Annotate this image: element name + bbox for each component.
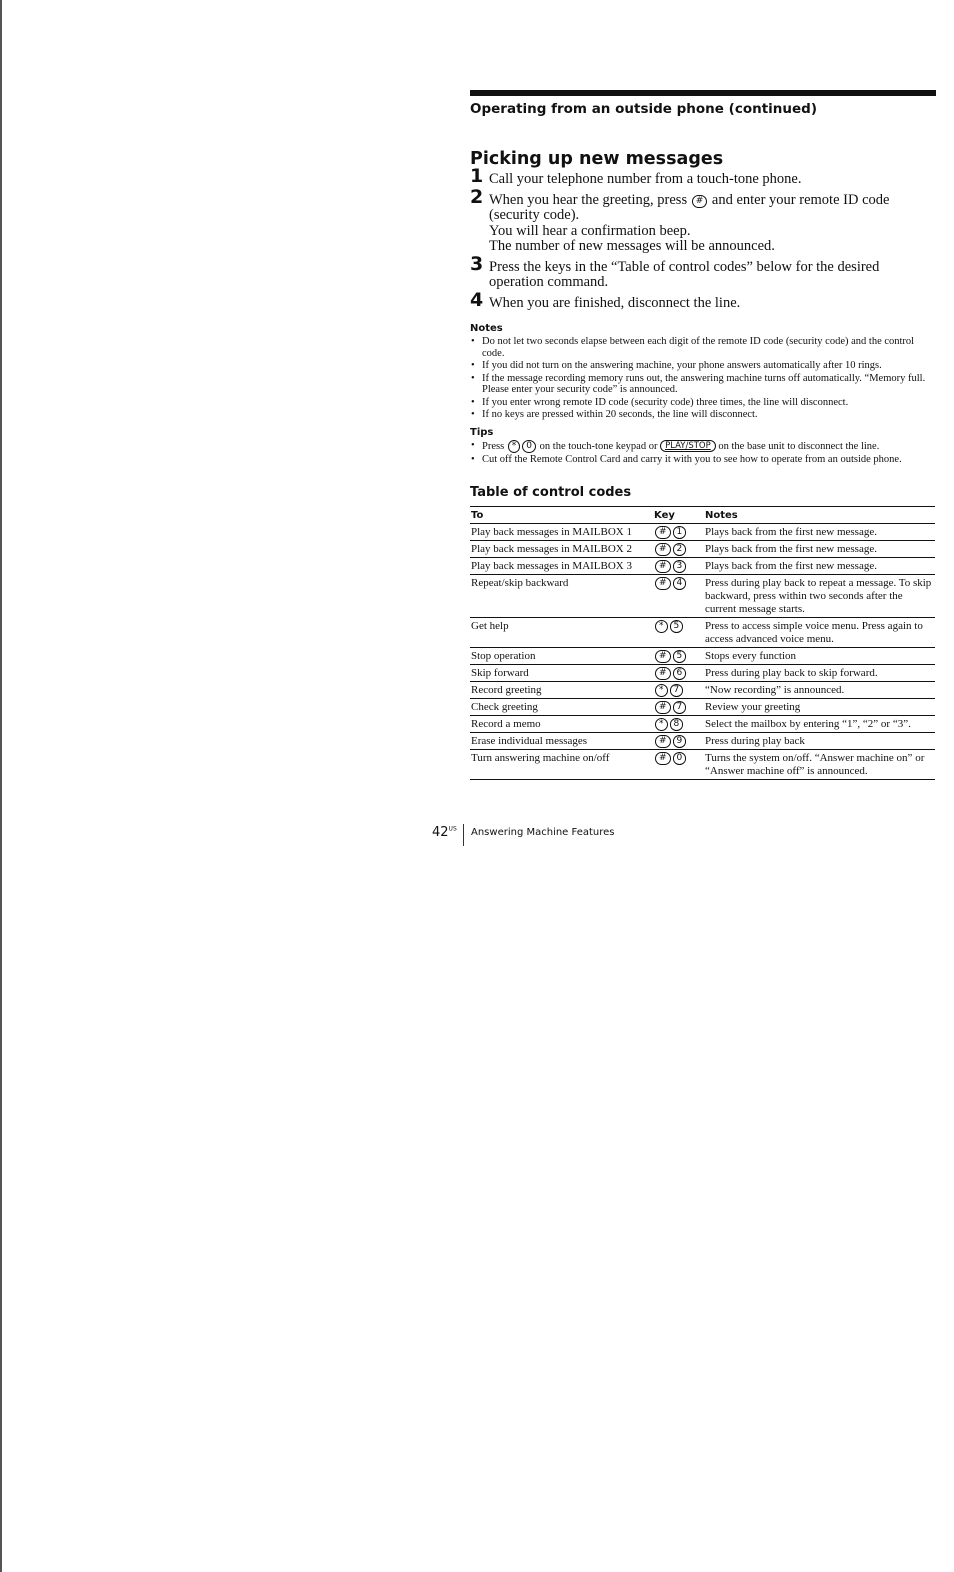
- table-body: [470, 524, 935, 780]
- row-notes: Plays back from the first new message.: [704, 558, 935, 575]
- row-key: [653, 558, 704, 575]
- row-notes: Press during play back: [704, 733, 935, 750]
- row-key: [653, 618, 704, 648]
- digit-key-icon: 0: [673, 752, 687, 765]
- tip-item: • Cut off the Remote Control Card and carry it with you to see how to operate from an outside phone.: [470, 454, 936, 466]
- note-item: • If you did not turn on the answering machine, your phone answers automatically after 10 rings.: [470, 360, 936, 372]
- row-action: Play back messages in MAILBOX 1: [470, 524, 653, 541]
- row-key: [653, 648, 704, 665]
- section-title: Operating from an outside phone (continued): [470, 101, 817, 117]
- prefix-key-icon: #: [655, 526, 671, 539]
- scan-edge-line: [0, 0, 2, 1572]
- row-notes: Plays back from the first new message.: [704, 541, 935, 558]
- prefix-key-icon: #: [655, 735, 671, 748]
- note-item: • If no keys are pressed within 20 seconds, the line will disconnect.: [470, 409, 936, 421]
- star-key-icon: *: [508, 440, 521, 453]
- row-key: [653, 575, 704, 618]
- tip-item: [470, 440, 936, 453]
- digit-key-icon: 7: [670, 684, 684, 697]
- row-action: Skip forward: [470, 665, 653, 682]
- notes-list: [470, 336, 936, 421]
- row-notes: Press during play back to skip forward.: [704, 665, 935, 682]
- prefix-key-icon: #: [655, 667, 671, 680]
- prefix-key-icon: #: [655, 752, 671, 765]
- row-notes: Press to access simple voice menu. Press again to access advanced voice menu.: [704, 618, 935, 648]
- column-header-to: To: [470, 507, 653, 524]
- row-notes: Select the mailbox by entering “1”, “2” or “3”.: [704, 716, 935, 733]
- row-notes: Review your greeting: [704, 699, 935, 716]
- row-action: Record a memo: [470, 716, 653, 733]
- digit-key-icon: 6: [673, 667, 687, 680]
- step-number: 4: [470, 288, 484, 311]
- row-action: Stop operation: [470, 648, 653, 665]
- page-heading: Picking up new messages: [470, 149, 724, 169]
- zero-key-icon: 0: [522, 440, 536, 453]
- control-codes-table: [470, 506, 935, 780]
- row-key: [653, 524, 704, 541]
- row-action: Repeat/skip backward: [470, 575, 653, 618]
- step-text: Press the keys in the “Table of control codes” below for the desired operation command.: [489, 258, 880, 290]
- tip-text: on the base unit to disconnect the line.: [718, 440, 880, 452]
- step-text: When you are finished, disconnect the line.: [489, 294, 741, 311]
- step-list: [470, 165, 936, 311]
- row-action: Play back messages in MAILBOX 3: [470, 558, 653, 575]
- table-row: [470, 618, 935, 648]
- step-2: [470, 185, 936, 255]
- digit-key-icon: 5: [670, 620, 684, 633]
- row-action: Erase individual messages: [470, 733, 653, 750]
- table-row: [470, 575, 935, 618]
- digit-key-icon: 8: [670, 718, 684, 731]
- table-row: [470, 524, 935, 541]
- row-key: [653, 699, 704, 716]
- note-item: • If the message recording memory runs out, the answering machine turns off automatically. “Memory full. Please enter your security code” is announced.: [470, 373, 936, 396]
- note-item: • If you enter wrong remote ID code (security code) three times, the line will disconnect.: [470, 397, 936, 409]
- table-row: [470, 750, 935, 780]
- digit-key-icon: 4: [673, 577, 687, 590]
- step-text-cont: and enter your remote ID code (security code).: [489, 191, 890, 223]
- row-action: Play back messages in MAILBOX 2: [470, 541, 653, 558]
- step-number: 2: [470, 185, 484, 208]
- row-key: [653, 733, 704, 750]
- step-3: [470, 252, 936, 291]
- tips-label: Tips: [470, 426, 494, 438]
- section-top-bar: [470, 90, 936, 96]
- row-action: Record greeting: [470, 682, 653, 699]
- row-notes: “Now recording” is announced.: [704, 682, 935, 699]
- step-number: 3: [470, 252, 484, 275]
- column-header-key: Key: [653, 507, 704, 524]
- footer-divider: [463, 824, 464, 846]
- row-action: Turn answering machine on/off: [470, 750, 653, 780]
- prefix-key-icon: #: [655, 543, 671, 556]
- step-subtext: The number of new messages will be announced.: [489, 238, 775, 254]
- footer-section: Answering Machine Features: [471, 827, 615, 838]
- step-number: 1: [470, 165, 484, 187]
- table-row: [470, 665, 935, 682]
- prefix-key-icon: #: [655, 560, 671, 573]
- prefix-key-icon: *: [655, 718, 668, 731]
- row-key: [653, 750, 704, 780]
- prefix-key-icon: #: [655, 577, 671, 590]
- step-1: [470, 165, 936, 188]
- row-key: [653, 682, 704, 699]
- column-header-notes: Notes: [704, 507, 935, 524]
- row-key: [653, 665, 704, 682]
- table-row: [470, 558, 935, 575]
- table-row: [470, 699, 935, 716]
- row-action: Check greeting: [470, 699, 653, 716]
- tip-text: Press: [482, 440, 505, 452]
- row-notes: Stops every function: [704, 648, 935, 665]
- prefix-key-icon: #: [655, 701, 671, 714]
- row-key: [653, 541, 704, 558]
- prefix-key-icon: *: [655, 684, 668, 697]
- tip-text: on the touch-tone keypad or: [539, 440, 658, 452]
- page-number: $42^{US}$: [432, 825, 457, 840]
- prefix-key-icon: #: [655, 650, 671, 663]
- row-notes: Plays back from the first new message.: [704, 524, 935, 541]
- hash-key-icon: #: [692, 195, 708, 208]
- tips-list: [470, 440, 936, 466]
- table-row: [470, 541, 935, 558]
- table-row: [470, 648, 935, 665]
- digit-key-icon: 9: [673, 735, 687, 748]
- prefix-key-icon: *: [655, 620, 668, 633]
- note-item: • Do not let two seconds elapse between each digit of the remote ID code (security code) and the control code.: [470, 336, 936, 359]
- row-action: Get help: [470, 618, 653, 648]
- step-text: When you hear the greeting, press: [489, 191, 688, 208]
- table-row: [470, 733, 935, 750]
- table-row: [470, 716, 935, 733]
- digit-key-icon: 7: [673, 701, 687, 714]
- row-notes: Turns the system on/off. “Answer machine on” or “Answer machine off” is announced.: [704, 750, 935, 780]
- step-text: Call your telephone number from a touch-tone phone.: [489, 171, 802, 187]
- row-key: [653, 716, 704, 733]
- digit-key-icon: 3: [673, 560, 687, 573]
- page-content: [470, 90, 936, 780]
- table-row: [470, 682, 935, 699]
- notes-label: Notes: [470, 323, 503, 334]
- step-4: [470, 288, 936, 312]
- table-header-row: [470, 507, 935, 524]
- row-notes: Press during play back to repeat a message. To skip backward, press within two seconds after the current message starts.: [704, 575, 935, 618]
- digit-key-icon: 1: [673, 526, 687, 539]
- digit-key-icon: 2: [673, 543, 687, 556]
- digit-key-icon: 5: [673, 650, 687, 663]
- step-subtext: You will hear a confirmation beep.: [489, 222, 691, 239]
- play-stop-button-icon: PLAY/STOP: [660, 440, 716, 452]
- table-title: Table of control codes: [470, 485, 632, 500]
